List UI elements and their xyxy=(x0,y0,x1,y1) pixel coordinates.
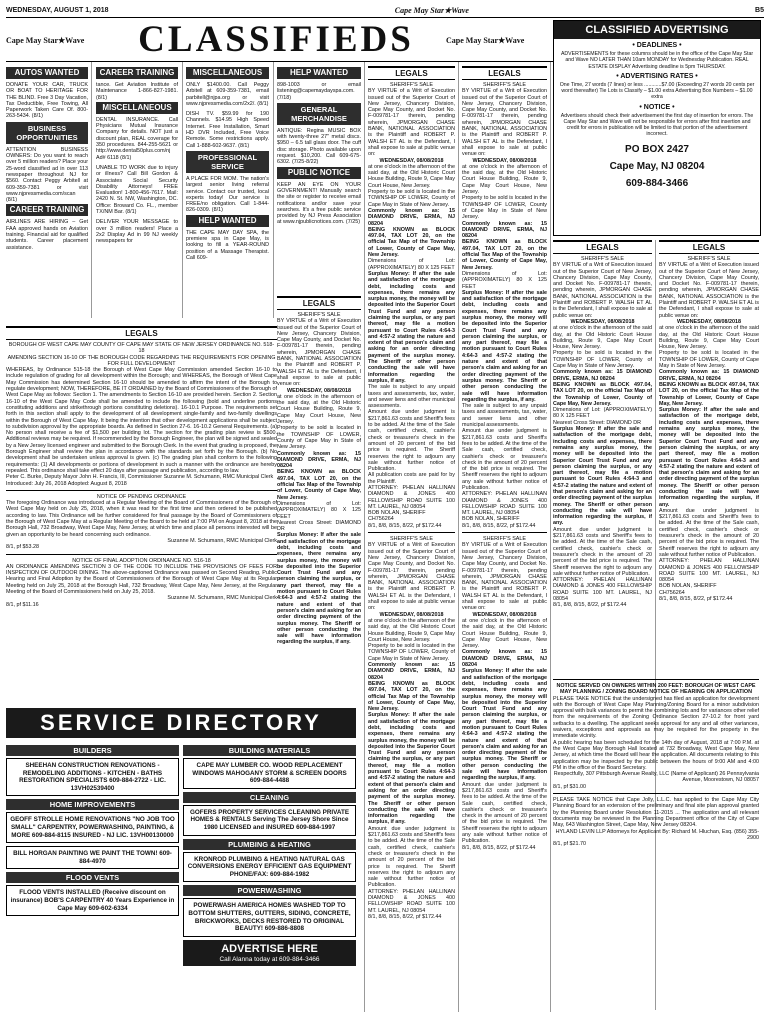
paper-name-left: Cape May Star★Wave xyxy=(6,36,85,45)
sale-date: WEDNESDAY, 08/08/2018 xyxy=(379,611,444,618)
legals-left xyxy=(6,326,277,704)
deliver-message-text: DELIVER YOUR MESSAGE to over 3 million readers! Place a 2x2 Display Ad in 99 NJ weekly newspapers for xyxy=(96,219,178,245)
disability-text: UNABLE TO WORK due to injury or illness? Call Bill Gordon & Associates Social Security Disability Attorneys! FREE Evaluation! 1-800-456-7617. Mail: 2420 N. St. NW, Washington, DC. Office: Broward Co. FL., member TX/NM Bar. (8/1) xyxy=(96,164,178,216)
legals-heading: LEGALS xyxy=(462,66,547,80)
sheriff-intro: BY VIRTUE of a Writ of Execution issued out of the Superior Court of New Jersey, Chancery Division, Cape May County, and Docket No. F-009781-17 therein, pending wherein, JPMORGAN CHASE BANK, NATIONAL ASSOCIATION is the Plaintiff and ROBERT P. WALSH ET AL is the Defendant, I shall expose to sale at public venue on: xyxy=(277,318,361,388)
classified-info-box xyxy=(553,20,761,236)
sheriff-sale-heading: SHERIFF'S SALE xyxy=(483,536,526,543)
divider xyxy=(368,532,455,533)
autos-wanted-text: DONATE YOUR CAR, TRUCK OR BOAT TO HERITAGE FOR THE BLIND. Free 3 Day Vacation, Tax Deductible, Free Towing, All Paperwork Taken Care Of. 800-263-5434. (8/1) xyxy=(6,82,88,120)
notice-served-text-2: A public hearing has been scheduled for the 14th day of August, 2018 at 7:00 P.M. at the West Cape May Borough Hall located at 732 Broadway, West Cape May, New Jersey, at which time the Board will hear the application. All documents relating to this application may be inspected by the public between the hours of 9:00 AM and 4:00 PM in the office of the Board Secretary. xyxy=(553,739,759,771)
sale-date: WEDNESDAY, 08/08/2018 xyxy=(677,318,741,325)
sale-property: Property to be sold is located in the TOWNSHIP OF LOWER, County of Cape May in State of New Jersey. xyxy=(659,350,759,370)
top-rule xyxy=(6,17,764,18)
divider xyxy=(553,679,759,680)
miscellaneous-heading: MISCELLANEOUS xyxy=(96,102,178,114)
help-wanted-heading: HELP WANTED xyxy=(186,215,269,227)
plumbing-heading: PLUMBING & HEATING xyxy=(183,839,356,850)
sale-date: WEDNESDAY, 08/08/2018 xyxy=(472,611,537,618)
sale-when: at one o'clock in the afternoon of the said day, at the Old Historic Court House Building, Route 9, Cape May Court House, New Jersey. xyxy=(553,325,652,351)
sheriff-intro: BY VIRTUE of a Writ of Execution issued out of the Superior Court of New Jersey, Chancery Division, Cape May County, and Docket No. F-009781-17 therein, pending wherein, JPMORGAN CHASE BANK, NATIONAL ASSOCIATION is the Plaintiff and ROBERT P. WALSH ET AL is the Defendant, I shall expose to sale at public venue on: xyxy=(462,542,547,612)
fee-line: 8/1, pf $53.28 xyxy=(6,544,39,551)
misc-2x2-text: ONLY $1400.00. Call Peggy Arbitell at 609-359-7381, email parbitell@njpa.org or visit www.njpressmedia.com/2x2/. (8/1) xyxy=(186,82,269,107)
clerk-signature: Suzanne M. Schumann, RMC Municipal Clerk xyxy=(167,537,277,544)
sale-date: WEDNESDAY, 08/08/2018 xyxy=(287,387,351,394)
sheriff-intro: BY VIRTUE of a Writ of Execution issued out of the Superior Court of New Jersey, Chancery Division, Cape May County, and Docket No. F-009781-17 therein, pending wherein, JPMORGAN CHASE BANK, NATIONAL ASSOCIATION is the Plaintiff and ROBERT P. WALSH ET AL is the Defendant, I shall expose to sale at public venue on: xyxy=(462,88,547,158)
legals-heading: LEGALS xyxy=(277,296,361,310)
sale-amount: Amount due under judgment is $217,861.63 costs and Sheriff's fees to be added. At the time of the Sale cash, certified check, cashier's check or treasurer's check in the amount of 20 percent of the bid price is required. The Sheriff reserves the right to adjourn any sale without further notice of Publication. xyxy=(462,781,547,845)
po-box: PO BOX 2427 xyxy=(625,143,689,155)
notice-text: Advertisers should check their advertisement the first day of insertion for errors. The Cape May Star and Wave will not be responsible for errors after first insertion and credit for errors in publication will be limited to that portion of the advertisement incorrect. xyxy=(560,112,754,138)
sale-dimensions: Dimensions of Lot: (APPROXIMATELY) 80 X 125 FEET xyxy=(553,407,652,420)
deadlines-heading: • DEADLINES • xyxy=(632,42,682,49)
sale-when: at one o'clock in the afternoon of the said day, at the Old Historic Court House Building, Route 9, Cape May Court House, New Jersey. xyxy=(277,393,361,426)
sale-known: Commonly known as: 15 DIAMOND DRIVE, ERMA, NJ 08204 xyxy=(368,207,455,227)
page-title: CLASSIFIEDS xyxy=(138,19,414,60)
sale-known: Commonly known as: 15 DIAMOND DRIVE, ERMA, NJ 08204 xyxy=(553,369,652,382)
career-training-text: tance. Get Aviation Institute of Maintenance 1-866-827-1981. (8/1) xyxy=(96,82,178,101)
sale-surplus: Surplus Money: If after the sale and satisfaction of the mortgage debt, including costs and expenses, there remains any surplus money, the money will be deposited into the Superior Court Trust Fund and any person claiming the surplus, or any part thereof, may file a motion pursuant to Court Rules 4:64-3 and 4:57-2 stating the nature and extent of that person's claim and asking for an order directing payment of the surplus money. The Sheriff or other person conducting the sale will have information regarding the surplus, if any. xyxy=(553,426,652,527)
flood-vents-ad: FLOOD VENTS INSTALLED (Receive discount on insurance) BOB'S CARPENTRY 40 Years Experience in Cape May 609-602-6334 xyxy=(6,885,179,916)
legals-col-8 xyxy=(659,240,759,670)
sale-subject: The sale is subject to any unpaid taxes and assessments, tax, water, and sewer liens and other municipal assessments. xyxy=(368,384,455,410)
advertise-here-contact: Call Alanna today at 609-884-3466 xyxy=(219,955,320,963)
builders-ad: SHEEHAN CONSTRUCTION RENOVATIONS - REMODELING ADDITIONS - KITCHEN - BATHS RESTORATION SPECIALISTS 609-884-2722 - LIC. 13VH02539400 xyxy=(6,758,179,796)
column-4 xyxy=(277,66,361,292)
clerk-signature: Suzanne M. Schumann, RMC Municipal Clerk xyxy=(167,595,277,602)
sheriff-sale-heading: SHERIFF'S SALE xyxy=(483,82,526,88)
final-adoption-text: AN ORDINANCE AMENDING SECTION 3 OF THE CODE TO INCLUDE THE PROVISIONS OF FEES FOR INSPECTION OF OUTDOOR DINING. The above-captioned Ordinance was passed on Second Reading, Public Hearing and Final Adoption by the Board of Commissioners of the Borough of West Cape May at its Regular Meeting held on July 25, 2018 at the Borough Hall, 732 Broadway, West Cape May, New Jersey, at the Regular Meeting of the Board of Commissioners held on July 25, 2018. xyxy=(6,563,277,595)
applicant: Respectfully, 307 Pittsburgh Avenue Realty, LLC (Name of Applicant) 26 Pennsylvania Avenue, Moorestown, NJ 08057 xyxy=(553,771,759,784)
career-training-text: AIRLINES ARE HIRING – Get FAA approved hands on Aviation training. Financial aid for qualified students. Career placement assistance. xyxy=(6,219,88,251)
ordinance-subtitle: AMENDING SECTION 16-10 OF THE BOROUGH CODE REGARDING THE REQUIREMENTS FOR OPENING FOR FULL DEVELOPMENT xyxy=(7,354,276,367)
sale-ch: CH756264 xyxy=(368,516,394,523)
sale-surplus: Surplus Money: If after the sale and satisfaction of the mortgage debt, including costs and expenses, there remains any surplus money, the money will be deposited into the Superior Court Trust Fund and any person claiming the surplus, or any part thereof, may file a motion pursuant to Court Rules 4:64-3 and 4:57-2 stating the nature and extent of that person's claim and asking for an order directing payment of the surplus money. The Sheriff or other person conducting the sale will have information regarding the surplus, if any. xyxy=(462,289,547,403)
fee-line: 8/1, 8/8, 8/15, 8/22, pf $172.44 xyxy=(368,522,442,529)
sheriff-sale-heading: SHERIFF'S SALE xyxy=(390,536,433,543)
paper-name-right: Cape May Star★Wave xyxy=(446,36,525,45)
sale-cross: Nearest Cross Street: DIAMOND DR xyxy=(277,519,361,533)
plumbing-ad: KRONROD PLUMBING & HEATING NATURAL GAS CONVERSIONS ENERGY EFFICIENT GAS EQUIPMENT PHONE/FAX: 609-884-1982 xyxy=(183,852,356,883)
sale-block: BEING KNOWN as BLOCK 497.04, TAX LOT 20, on the official Tax Map of the Township of Lower, County of Cape May, New Jersey. xyxy=(368,680,455,713)
sheriff-name: BOB NOLAN, SHERIFF xyxy=(368,510,426,517)
sale-attorney: ATTORNEY: PHELAN HALLINAN DIAMOND & JONES 400 FELLOWSHIP ROAD SUITE 100 MT. LAUREL, NJ 08054 xyxy=(659,558,759,584)
general-merchandise-text: ANTIQUE: Regina MUSIC BOX with twenty-three 27" metal discs. $950 – 6.5 tall glass door. The cuff disc storage. Photo available upon request. $10,200. Call 609-675-6302. (7/25-8/22) xyxy=(277,127,361,166)
dish-tv-text: DISH TV. $59.99 for 190 Channels. $14.95 High Speed Internet. Free Installation, Smart HD DVR Included, Free Voice Remote. Some restrictions apply. Call 1-888-602-9637. (8/1) xyxy=(186,111,269,149)
sale-date: WEDNESDAY, 08/08/2018 xyxy=(472,157,537,164)
sale-property: Property to be sold is located in the TOWNSHIP OF LOWER, County of Cape May in State of New Jersey. xyxy=(553,350,652,370)
sale-attorney: ATTORNEY: PHELAN HALLINAN DIAMOND & JONES 400 FELLOWSHIP ROAD SUITE 100 MT. LAUREL, NJ 08054 xyxy=(462,491,547,517)
sale-when: at one o'clock in the afternoon of the said day, at the Old Historic Court House Building, Route 9, Cape May Court House, New Jersey. xyxy=(462,617,547,650)
sale-block: BEING KNOWN as BLOCK 497.04, TAX LOT 20, on the official Tax Map of the Township of Lower, County of Cape May, New Jersey. xyxy=(462,239,547,271)
page-number: B5 xyxy=(755,6,764,14)
paper-name-top: Cape May Star★Wave xyxy=(394,5,469,15)
sale-block: BEING KNOWN as BLOCK 497.04, TAX LOT 20, on the official Tax Map of the Township of Lower, County of Cape May, New Jersey. xyxy=(277,469,361,501)
legals-col-6 xyxy=(462,66,547,1008)
sale-date: WEDNESDAY, 08/08/2018 xyxy=(570,318,635,325)
sale-cross: Nearest Cross Street: DIAMOND DR xyxy=(553,419,642,426)
sale-block: BEING KNOWN as BLOCK 497.04, TAX LOT 20, on the official Tax Map of the Township of Lower, County of Cape May, New Jersey. xyxy=(659,381,759,407)
home-improvements-heading: HOME IMPROVEMENTS xyxy=(6,799,179,810)
business-opportunities-heading: BUSINESS OPPORTUNITIES xyxy=(6,122,88,144)
painting-ad: BILL HORGAN PAINTING WE PAINT THE TOWN! 609-884-4970 xyxy=(6,846,179,869)
sale-property: Property to be sold is located in the TOWNSHIP OF LOWER, County of Cape May in State of New Jersey. xyxy=(368,643,455,662)
general-merchandise-heading: GENERAL MERCHANDISE xyxy=(277,103,361,125)
column-divider xyxy=(91,62,92,318)
professional-service-heading: PROFESSIONAL SERVICE xyxy=(186,151,269,173)
divider xyxy=(6,554,277,555)
masthead xyxy=(6,20,546,60)
sale-amount: Amount due under judgment is $217,861.63 costs and Sheriff's fees to be added. At the time of the Sale cash, certified check, cashier's check or treasurer's check in the amount of 20 percent of the bid price is required. The Sheriff reserves the right to adjourn any sale without further notice of Publication. xyxy=(368,409,455,473)
fee-line: 8/1, 8/8, 8/15, 8/22, pf $172.44 xyxy=(553,602,627,609)
service-column-left xyxy=(6,742,179,966)
sale-known: Commonly known as: 15 DIAMOND DRIVE, ERMA, NJ 08204 xyxy=(462,649,547,669)
legals-heading: LEGALS xyxy=(368,66,455,80)
legals-heading: LEGALS xyxy=(553,240,652,254)
flood-vents-heading: FLOOD VENTS xyxy=(6,872,179,883)
office-phone: 609-884-3466 xyxy=(625,177,689,189)
column-divider xyxy=(550,62,551,1012)
fee-line: 8/1, pf $21.70 xyxy=(553,841,586,848)
professional-service-text: A PLACE FOR MOM. The nation's largest senior living referral service. Contact our trusted, local experts today! Our service is FREE/no obligation. Call 1-844-826-0309. (8/1) xyxy=(186,175,269,214)
builders-heading: BUILDERS xyxy=(6,745,179,756)
powerwashing-ad: POWERWASH AMERICA HOMES WASHED TOP TO BOTTOM SHUTTERS, GUTTERS, SIDING, CONCRETE, BRICKWORKS, DECKS RESTORED TO ORIGINAL BEAUTY! 609-886-8808 xyxy=(183,898,356,936)
notice-heading: • NOTICE • xyxy=(639,103,675,111)
sale-dimensions: Dimensions of Lot: (APPROXIMATELY) 80 X 125 FEET xyxy=(462,270,547,290)
sale-property: Property to be sold is located in the TOWNSHIP OF LOWER, County of Cape May in State of New Jersey. xyxy=(277,425,361,451)
sale-publication: All publication costs are paid for by the Plaintiff. xyxy=(368,472,455,485)
column-2 xyxy=(96,66,178,324)
fee-line: 8/1, pf $11.16 xyxy=(6,601,39,608)
sheriff-intro: BY VIRTUE of a Writ of Execution issued out of the Superior Court of New Jersey, Chancery Division, Cape May County, and Docket No. F-009781-17 therein, pending wherein, JPMORGAN CHASE BANK, NATIONAL ASSOCIATION is the Plaintiff and ROBERT P. WALSH ET AL is the Defendant, I shall expose to sale at public venue on: xyxy=(553,262,652,319)
sale-known: Commonly known as: 15 DIAMOND DRIVE, ERMA, NJ 08204 xyxy=(368,662,455,681)
sale-property: Property to be sold is located in the TOWNSHIP OF LOWER, County of Cape May in State of New Jersey. xyxy=(368,189,455,208)
sale-amount: Amount due under judgment is $217,861.63 costs and Sheriff's fees to be added. At the time of the Sale cash, certified check, cashier's check or treasurer's check in the amount of 20 percent of the bid price is required. The Sheriff reserves the right to adjourn any sale without further notice of Publication. xyxy=(659,507,759,558)
legals-col-5 xyxy=(368,66,455,1008)
column-divider xyxy=(273,62,274,318)
service-column-right xyxy=(183,742,356,966)
sheriff-intro: BY VIRTUE of a Writ of Execution issued out of the Superior Court of New Jersey, Chancery Division, Cape May County, and Docket No. F-009781-17 therein, pending wherein, JPMORGAN CHASE BANK, NATIONAL ASSOCIATION is the Plaintiff and ROBERT P. WALSH ET AL is the Defendant, I shall expose to sale at public venue on: xyxy=(368,542,455,612)
notice-served-text: PLEASE TAKE NOTICE that the undersigned has filed an application for development with the Borough of West Cape May Planning/Zoning Board for a minor subdivision approval with bulk variances to permit the combining lots and for variances other relief from the requirements of the Zoning Ordinance Section 27-10.2 for front yard setbacks to a dwelling. The applicant seeks approval for any and all other variances, waivers, exceptions and approvals as may be required for the property in the immediate vicinity. xyxy=(553,695,759,740)
sheriff-sale-heading: SHERIFF'S SALE xyxy=(390,82,433,88)
sheriff-sale-heading: SHERIFF'S SALE xyxy=(687,256,731,262)
sale-when: at one o'clock in the afternoon of the said day, at the Old Historic Court House Building, Route 9, Cape May Court House, New Jersey. xyxy=(659,325,759,351)
legals-col-7 xyxy=(553,240,652,670)
sale-known: Commonly known as: 15 DIAMOND DRIVE, ERMA, NJ 08204 xyxy=(277,450,361,470)
sale-block: BEING KNOWN as BLOCK 497.04, TAX LOT 20, on the official Tax Map of the Township of Lower, County of Cape May, New Jersey. xyxy=(368,226,455,259)
divider xyxy=(6,490,277,491)
ordinance-signers: Peter C. Burke, Deputy Mayor John H. Francis, III, Commissioner Suzanne M. Schumann, RMC Municipal Clerk xyxy=(6,474,274,481)
sheriff-name: BOB NOLAN, SHERIFF xyxy=(659,583,717,590)
sale-known: Commonly known as: 15 DIAMOND DRIVE, ERMA, NJ 08204 xyxy=(659,369,759,382)
sheriff-sale-heading: SHERIFF'S SALE xyxy=(581,256,624,262)
sale-attorney: ATTORNEY: PHELAN HALLINAN DIAMOND & JONES 400 FELLOWSHIP ROAD SUITE 100 MT. LAUREL, NJ 08054 xyxy=(368,888,455,914)
sale-surplus: Surplus Money: If after the sale and satisfaction of the mortgage debt, including costs and expenses, there remains any surplus money, the money will be deposited into the Superior Court Trust Fund and any person claiming the surplus, or any part thereof, may file a motion pursuant to Court Rules 4:64-3 and 4:57-2 stating the nature and extent of that person's claim and asking for an order directing payment of the surplus money. The Sheriff or other person conducting the sale will have information regarding the surplus, if any. xyxy=(659,407,759,508)
column-1 xyxy=(6,66,88,324)
sale-block: BEING KNOWN as BLOCK 497.04, TAX LOT 20, on the official Tax Map of the Township of Lower, County of Cape May, New Jersey. xyxy=(553,381,652,407)
building-materials-heading: BUILDING MATERIALS xyxy=(183,745,356,756)
help-wanted-text: THE CAPE MAY DAY SPA, the premiere spa in Cape May, is looking to fill a YEAR-ROUND position of a Massage Therapist. Call 609- xyxy=(186,229,269,261)
pending-ordinance-text: The foregoing Ordinance was introduced at a Regular Meeting of the Board of Commissioners of the Borough of West Cape May held on July 25, 2018, when it was read for the first time and then ordered to be published according to law. This Ordinance will be further considered for final passage by the Board of Commissioners of the Borough of West Cape May at a Regular Meeting of the Board to be held at 7:00 PM on August 8, 2018 at the Borough Hall, 732 Broadway, West Cape May, New Jersey, at which time and place all persons interested will be given an opportunity to be heard concerning such ordinance. xyxy=(6,500,277,538)
column-3 xyxy=(186,66,269,324)
building-materials-ad: CAPE MAY LUMBER CO. WOOD REPLACEMENT WINDOWS MAHOGANY STORM & SCREEN DOORS 609-884-4488 xyxy=(183,758,356,789)
issue-date: WEDNESDAY, AUGUST 1, 2018 xyxy=(6,6,109,14)
hyland-levin: HYLAND LEVIN LLP Attorneys for Applicant By: Richard M. Hluchan, Esq. (856) 355-2900 xyxy=(555,828,759,841)
help-wanted-text: 898-1003 or email listening@capemaydayspa.com. (7/18) xyxy=(277,82,361,101)
advertise-here-title: ADVERTISE HERE xyxy=(221,942,318,955)
sale-surplus: Surplus Money: If after the sale and satisfaction of the mortgage debt, including costs and expenses, there remains any surplus money, the money will be deposited into the Superior Court Trust Fund and any person claiming the surplus, or any part thereof, may file a motion pursuant to Court Rules 4:64-3 and 4:57-2 stating the nature and extent of that person's claim and asking for an order directing payment of the surplus money. The Sheriff or other person conducting the sale will have information regarding the surplus, if any. xyxy=(368,712,455,826)
fee-line: 8/1, 8/8, 8/15, 8/22, pf $172.44 xyxy=(368,913,442,920)
legals-heading: LEGALS xyxy=(6,326,277,340)
home-improvements-ad: GEOFF STROLLE HOME RENOVATIONS "NO JOB TOO SMALL" CARPENTRY, POWERWASHING, PAINTING, & MORE 609-884-8115 INSURED - NJ LIC. 13VH00130000 xyxy=(6,812,179,843)
sheriff-intro: BY VIRTUE of a Writ of Execution issued out of the Superior Court of New Jersey, Chancery Division, Cape May County, and Docket No. F-009781-17 therein, pending wherein, JPMORGAN CHASE BANK, NATIONAL ASSOCIATION is the Plaintiff and ROBERT P. WALSH ET AL is the Defendant, I shall expose to sale at public venue on: xyxy=(659,262,759,319)
cleaning-heading: CLEANING xyxy=(183,792,356,803)
sale-when: at one o'clock in the afternoon of the said day, at the Old Historic Court House Building, Route 9, Cape May Court House, New Jersey. xyxy=(368,617,455,643)
deadlines-text: ADVERTISEMENTS for these columns should be in the office of the Cape May Star and Wave NO LATER THAN 10am MONDAY for Wednesday Publication. REAL ESTATE DISPLAY Advertising deadline is 5pm THURSDAY. xyxy=(560,51,754,70)
ordinance-title: BOROUGH OF WEST CAPE MAY COUNTY OF CAPE MAY STATE OF NEW JERSEY ORDINANCE NO. 518-18 xyxy=(8,342,275,355)
public-notice-text: KEEP AN EYE ON YOUR GOVERNMENT! Manually search the site or register to receive email notifications and/or save your searches. It's a free public service provided by NJ Press Association at www.njpublicnotices.com. (7/25) xyxy=(277,181,361,226)
fee-line: 8/1, pf $31.00 xyxy=(553,783,586,790)
sale-surplus: Surplus Money: If after the sale and satisfaction of the mortgage debt, including costs and expenses, there remains any surplus money, the money will be deposited into the Superior Court Trust Fund and any person claiming the surplus, or any part thereof, may file a motion pursuant to Court Rules 4:64-3 and 4:57-2 stating the nature and extent of that person's claim and asking for an order directing payment of the surplus money. The Sheriff or other person conducting the sale will have information regarding the surplus, if any. xyxy=(368,270,455,384)
ordinance-text: WHEREAS, by Ordinance 515-18 the Borough of West Cape May Commission amended Section 16-10 to include regulation of grading for all development within the Borough; and WHEREAS, the Borough of West Cape May Commission has determined Section 16-10 should be amended to affirm the intent of the Borough to regulate development; NOW, THEREFORE, BE IT ORDAINED by the Board of Commissioners of the Borough of West Cape May as follows: Section 1. The amendments to Section 16-10 are provided herein. Section 2. Section 16-10 of the West Cape May Code shall be amended to include the following (bold and underline portions constituting additions and strikethrough portions constituting deletions). 16-10.1 Purpose. The requirements set forth in this section shall apply to the development of all development single-family and two-family dwellings within the Borough of West Cape May. It being the intention that other development applications shall be subject to subdivision approval by the appropriate boards. As defined in Section 27-6. 16-10.2 General Requirements. (a) No person shall receive a fee of $1,500 per building lot. The section for the grading plan review is $500. Additional reviews may be required. If recommended by the Borough Engineer, the plan will be signed and sealed by a New Jersey licensed engineer and submitted to the Borough Clerk. In the event that grading is proposed, the Borough Engineer shall review the plan in accordance with the standards set forth by the Borough. (b) No development shall be undertaken unless approval is given. (c) The grading plan shall conform to the following requirements: (1) All developments or portions of development in such a manner with the ordinance are hereby repealed. This ordinance shall take effect 20 days after passage and publication, according to law. xyxy=(6,367,277,474)
sale-when: at one o'clock in the afternoon of the said day, at the Old Historic Court House Building, Route 9, Cape May Court House, New Jersey. xyxy=(462,163,547,196)
career-training-heading: CAREER TRAINING xyxy=(96,67,178,79)
sale-when: at one o'clock in the afternoon of the said day, at the Old Historic Court House Building, Route 9, Cape May Court House, New Jersey. xyxy=(368,163,455,189)
fee-line: 8/1, 8/8, 8/15, 8/22, pf $172.44 xyxy=(659,596,733,603)
public-notice-heading: PUBLIC NOTICE xyxy=(277,167,361,179)
sale-amount: Amount due under judgment is $217,861.63 costs and Sheriff's fees to be added. At the time of the Sale cash, certified check, cashier's check or treasurer's check in the amount of 20 percent of the bid price is required. The Sheriff reserves the right to adjourn any sale without further notice of Publication. xyxy=(368,825,455,889)
column-divider xyxy=(182,62,183,318)
sale-dimensions: Dimensions of Lot: (APPROXIMATELY) 80 X 125 FEET xyxy=(277,500,361,520)
sale-amount: Amount due under judgment is $217,861.63 costs and Sheriff's fees to be added. At the time of the Sale cash, certified check, cashier's check or treasurer's check in the amount of 20 percent of the bid price is required. The Sheriff reserves the right to adjourn any sale without further notice of Publication. xyxy=(553,526,652,577)
column-divider xyxy=(458,62,459,1012)
sale-date: WEDNESDAY, 08/08/2018 xyxy=(379,157,444,164)
sale-property: Property to be sold is located in the TOWNSHIP OF LOWER, County of Cape May in State of New Jersey. xyxy=(462,195,547,221)
legals-heading: LEGALS xyxy=(659,240,759,254)
sale-attorney: ATTORNEY: PHELAN HALLINAN DIAMOND & JONES 400 FELLOWSHIP ROAD SUITE 100 MT. LAUREL, NJ 08054 xyxy=(368,485,455,510)
office-city: Cape May, NJ 08204 xyxy=(609,160,705,172)
top-strip xyxy=(6,4,764,16)
extension-notice: PLEASE TAKE NOTICE that Cape Jolly, L.L.C. has applied to the Cape May City Planning Board for an extension of the preliminary and final site plan approval granted by the Planning Board under Resolution 11-2015 ... The application and all relevant documents may be reviewed in the Planning Department office of the City of Cape May, 643 Washington Street, Cape May, New Jersey 08204. xyxy=(553,797,759,829)
sale-ch: CH756264 xyxy=(659,589,685,596)
classified-box-title: CLASSIFIED ADVERTISING xyxy=(554,21,760,39)
sale-attorney: ATTORNEY: PHELAN HALLINAN DIAMOND & JONES 400 FELLOWSHIP ROAD SUITE 100 MT. LAUREL, NJ 08054 xyxy=(553,577,652,603)
column-divider xyxy=(364,62,365,1012)
help-wanted-heading: HELP WANTED xyxy=(277,67,361,79)
sheriff-name: BOB NOLAN, SHERIFF xyxy=(462,516,520,523)
cleaning-ad: GOFERS PROPERTY SERVICES CLEANING PRIVATE HOMES & RENTALS Serving The Jersey Shore Since 1980 LICENSED and INSURED 609-884-1997 xyxy=(183,805,356,836)
sheriff-sale-heading: SHERIFF'S SALE xyxy=(297,312,341,318)
dental-insurance-text: DENTAL INSURANCE. Call Physicians Mutual Insurance Company for details. NOT just a discount plan, REAL coverage for 350 procedures. 844-255-5621 or http://www.dental50plus.com/nj Ad# 6118 (8/1) xyxy=(96,116,178,161)
rates-text: One Time, 27 words (7 lines) or less ............$7.00 (Exceeding 27 words 20 cents per word thereafter) Tie Lots is Classify – $1.00 extra Advertising Box Numbers – $1.00 extra xyxy=(559,82,755,101)
service-directory xyxy=(6,708,356,1016)
final-adoption-title: NOTICE OF FINAL ADOPTION ORDINANCE NO. 516-18 xyxy=(72,557,211,564)
autos-wanted-heading: AUTOS WANTED xyxy=(6,67,88,79)
divider xyxy=(462,532,547,533)
miscellaneous-heading: MISCELLANEOUS xyxy=(186,67,269,79)
masthead-rule xyxy=(6,61,553,62)
ordinance-dates: Introduced: July 26, 2018 Adopted: August 8, 2018 xyxy=(6,480,127,487)
legals-col-4 xyxy=(277,296,361,704)
pending-ordinance-title: NOTICE OF PENDING ORDINANCE xyxy=(96,493,187,500)
business-opportunities-text: ATTENTION BUSINESS OWNERS: Do you want to reach over 5 million readers? Place your 25-word classified ad in over 113 newspaper throughout NJ for $560. Contact Peggy Arbitell at 609-359-7381 or visit www.njpressmedia.com/scan (8/1) xyxy=(6,146,88,204)
sale-dimensions: Dimensions of Lot: (APPROXIMATELY) 80 X 125 FEET xyxy=(368,258,455,271)
sheriff-intro: BY VIRTUE of a Writ of Execution issued out of the Superior Court of New Jersey, Chancery Division, Cape May County, and Docket No. F-009781-17 therein, pending wherein, JPMORGAN CHASE BANK, NATIONAL ASSOCIATION is the Plaintiff and ROBERT P. WALSH ET AL is the Defendant, I shall expose to sale at public venue on: xyxy=(368,88,455,158)
rates-heading: • ADVERTISING RATES • xyxy=(616,72,698,80)
sale-subject: The sale is subject to any unpaid taxes and assessments, tax, water, and sewer liens and other municipal assessments. xyxy=(462,403,547,429)
fee-line: 8/1, 8/8, 8/15, 8/22, pf $172.44 xyxy=(462,844,536,851)
notice-served-title: NOTICE SERVED ON OWNERS WITHIN 200 FEET: BOROUGH OF WEST CAPE MAY PLANNING / ZONING BOARD NOTICE OF HEARING ON APPLICATION xyxy=(556,683,756,696)
sale-amount: Amount due under judgment is $217,861.63 costs and Sheriff's fees to be added. At the time of the Sale cash, certified check, cashier's check or treasurer's check in the amount of 20 percent of the bid price is required. The Sheriff reserves the right to adjourn any sale without further notice of Publication. xyxy=(462,428,547,491)
service-directory-title: SERVICE DIRECTORY xyxy=(6,708,356,738)
fee-line: 8/1, 8/8, 8/15, 8/22, pf $172.44 xyxy=(462,522,536,529)
sale-known: Commonly known as: 15 DIAMOND DRIVE, ERMA, NJ 08204 xyxy=(462,220,547,240)
advertise-here-banner xyxy=(183,940,356,966)
sale-surplus: Surplus Money: If after the sale and satisfaction of the mortgage debt, including costs and expenses, there remains any surplus money, the money will be deposited into the Superior Court Trust Fund and any person claiming the surplus, or any part thereof, may file a motion pursuant to Court Rules 4:64-3 and 4:57-2 stating the nature and extent of that person's claim and asking for an order directing payment of the surplus money. The Sheriff or other person conducting the sale will have information regarding the surplus, if any. xyxy=(277,532,361,646)
sale-surplus: Surplus Money: If after the sale and satisfaction of the mortgage debt, including costs and expenses, there remains any surplus money, the money will be deposited into the Superior Court Trust Fund and any person claiming the surplus, or any part thereof, may file a motion pursuant to Court Rules 4:64-3 and 4:57-2 stating the nature and extent of that person's claim and asking for an order directing payment of the surplus money. The Sheriff or other person conducting the sale will have information regarding the surplus, if any. xyxy=(462,668,547,782)
career-training-heading: CAREER TRAINING xyxy=(6,204,88,216)
powerwashing-heading: POWERWASHING xyxy=(183,885,356,896)
legals-bottom-right xyxy=(553,676,759,1010)
divider xyxy=(553,793,759,794)
